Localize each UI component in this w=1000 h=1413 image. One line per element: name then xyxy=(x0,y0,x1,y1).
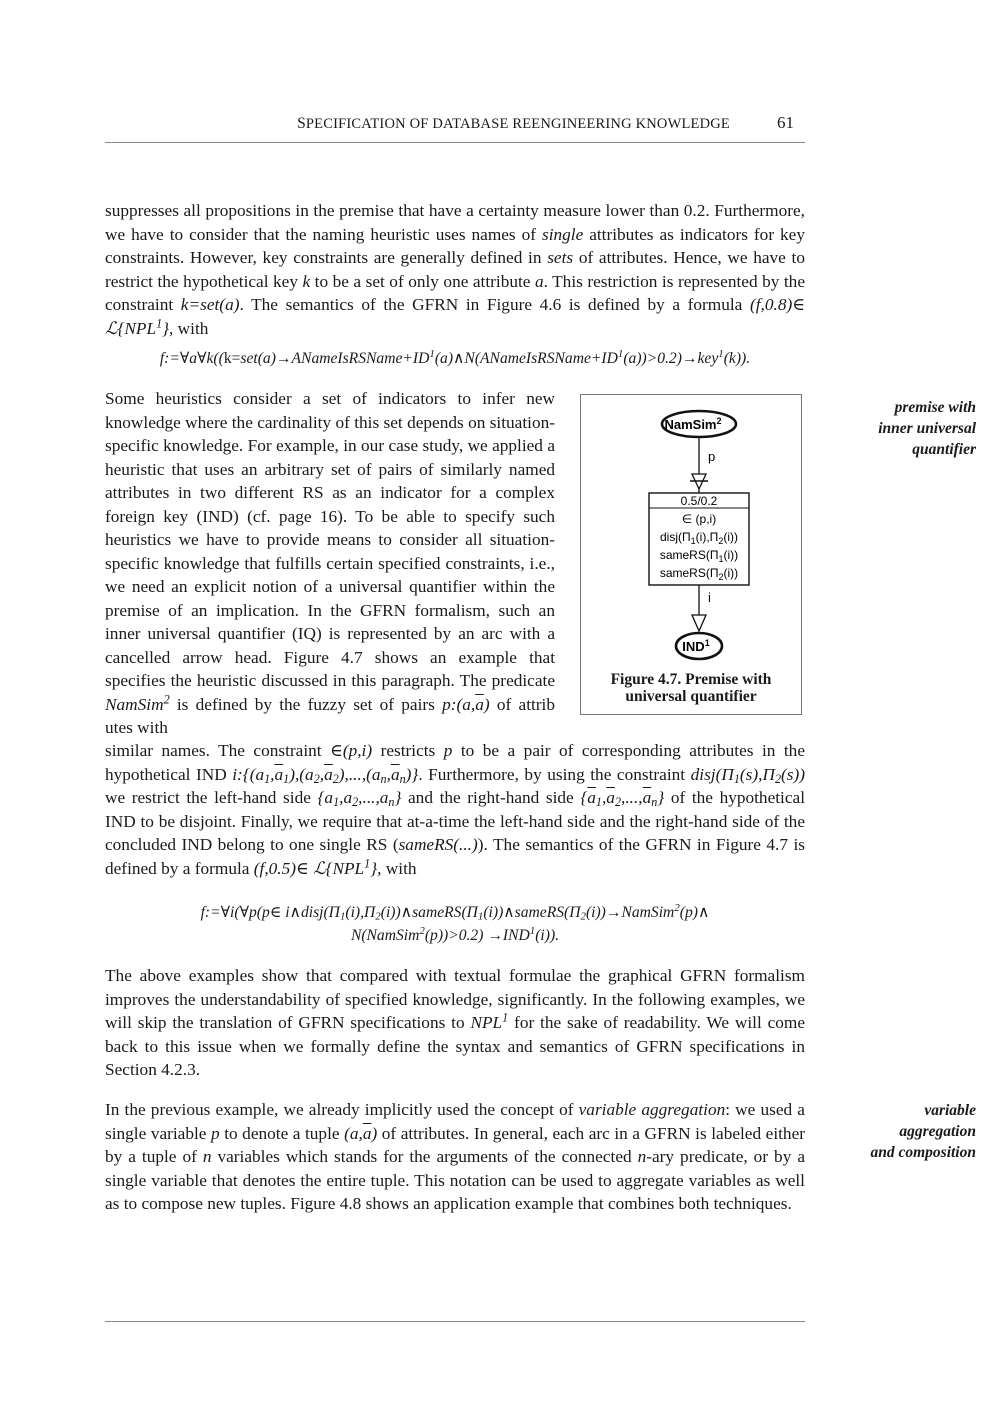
formula-2 xyxy=(105,901,805,947)
running-head: SPECIFICATION OF DATABASE REENGINEERING KNOWLEDGE xyxy=(297,115,730,132)
constraint-element: ∈ (p,i) xyxy=(681,512,717,526)
paragraph-3: The above examples show that compared with textual formulae the graphical GFRN formalism improves the understandability of specified knowledge, significantly. In the following examples, we will skip the translation of GFRN specifications to NPL$^1$ for the sake of readability. We will come back to this issue when we formally define the syntax and semantics of GFRN specifications in Section 4.2.3. xyxy=(105,966,806,1079)
node-ind-label: IND$^1$ xyxy=(682,638,710,654)
marginal-note-aggregation: variable aggregation and composition xyxy=(870,1102,976,1161)
paragraph-2-continued: similar names. The constraint ∈(p,i) restricts p to be a pair of corresponding attributes in the hypothetical IND $i:\{(a_1,\overline{a}_1),(a_2,\overline{a}_2),...,(a_n,\overline{a}_n)\}$. Furthermore, by using the constraint $disj(\Pi_1(s),\Pi_2(s))$ we restrict the left-hand side $\{a_1,a_2,...,a_n\}$ and the right-hand side $\{\overline{a}_1,\overline{a}_2,...,\overline{a}_n\}$ of the hypothetical IND to be disjoint. Finally, we require that at-a-time the left-hand side and the right-hand side of the concluded IND belong to one single RS (sameRS(...)). The semantics of the GFRN in Figure 4.7 is defined by a formula (f,0.5)∈ ℒ{NPL$^1$}, with xyxy=(105,741,806,878)
formula-1: $f:=\forall a\forall k((k=set(a)\to ANameIsRSName+ID^1(a)\wedge N(ANameIsRSName+ID^1(a))>0.2)\to key^1(k))$. xyxy=(159,348,751,367)
constraint-samers-1: $sameRS(\Pi_1(i))$ xyxy=(659,548,739,564)
marginal-note-premise: premise with inner universal quantifier xyxy=(878,399,976,458)
constraint-samers-2: $sameRS(\Pi_2(i))$ xyxy=(659,566,739,582)
node-namsim-label: NamSim$^2$ xyxy=(664,416,722,432)
paragraph-2: Some heuristics consider a set of indicators to infer new knowledge where the cardinality of this set depends on situation-specific knowledge. For example, in our case study, we applied a heuristic that uses an arbitrary set of pairs of similarly named attributes in two different RS as an indicator for a complex foreign key (IND) (cf. page 16). To be able to specify such heuristics we have to provide means to consider all situation-specific knowledge that fulfills certain specified constraints, i.e., we need an explicit notion of a universal quantifier within the premise of an implication. In the GFRN formalism, such an inner universal quantifier (IQ) is represented by an arc with a cancelled arrow head. Figure 4.7 shows an example that specifies the heuristic discussed in this paragraph. The predicate NamSim$^2$ is defined by the fuzzy set of pairs $p:(a,\overline{a})$ of attrib utes with xyxy=(105,389,555,737)
figure-4-7 xyxy=(580,394,802,715)
paragraph-1: suppresses all propositions in the premise that have a certainty measure lower than 0.2. Furthermore, we have to consider that the naming heuristic uses names of single attributes as indicators for key constraints. However, key constraints are generally defined in sets of attributes. Hence, we have to restrict the hypothetical key k to be a set of only one attribute a. This restriction is represented by the constraint k=set(a). The semantics of the GFRN in Figure 4.6 is defined by a formula (f,0.8)∈ ℒ{NPL$^1$}, with xyxy=(105,201,806,338)
arc-p-label: p xyxy=(708,449,716,464)
paragraph-4: In the previous example, we already implicitly used the concept of variable aggregation: we used a single variable p to denote a tuple $(a,\overline{a})$ of attributes. In general, each arc in a GFRN is labeled either by a tuple of n variables which stands for the arguments of the connected n-ary predicate, or by a single variable that denotes the entire tuple. This notation can be used to aggregate variables as well as to compose new tuples. Figure 4.8 shows an application example that combines both techniques. xyxy=(105,1100,805,1213)
page-header xyxy=(105,112,805,143)
formula-2-line-2: N(NamSim$^2$(p))>0.2) $\to IND^1(i)$). xyxy=(350,925,560,944)
figure-caption: Figure 4.7. Premise with universal quantifier xyxy=(610,671,772,705)
arc-i-label: i xyxy=(708,590,711,605)
certainty-values: 0.5/0.2 xyxy=(680,494,718,508)
formula-2-line-1: f:=∀i(∀p(p∈ $i\wedge disj(\Pi_1(i),\Pi_2(i))\wedge sameRS(\Pi_1(i))\wedge sameRS(\Pi_2(i))\to NamSim^2(p)\wedge$ xyxy=(200,902,710,923)
page-number: 61 xyxy=(777,113,794,132)
gfrn-diagram xyxy=(581,395,801,713)
footer-rule xyxy=(105,1321,805,1322)
arrow-head-bottom xyxy=(692,615,706,631)
constraint-disj: $disj(\Pi_1(i),\Pi_2(i))$ xyxy=(659,530,739,546)
